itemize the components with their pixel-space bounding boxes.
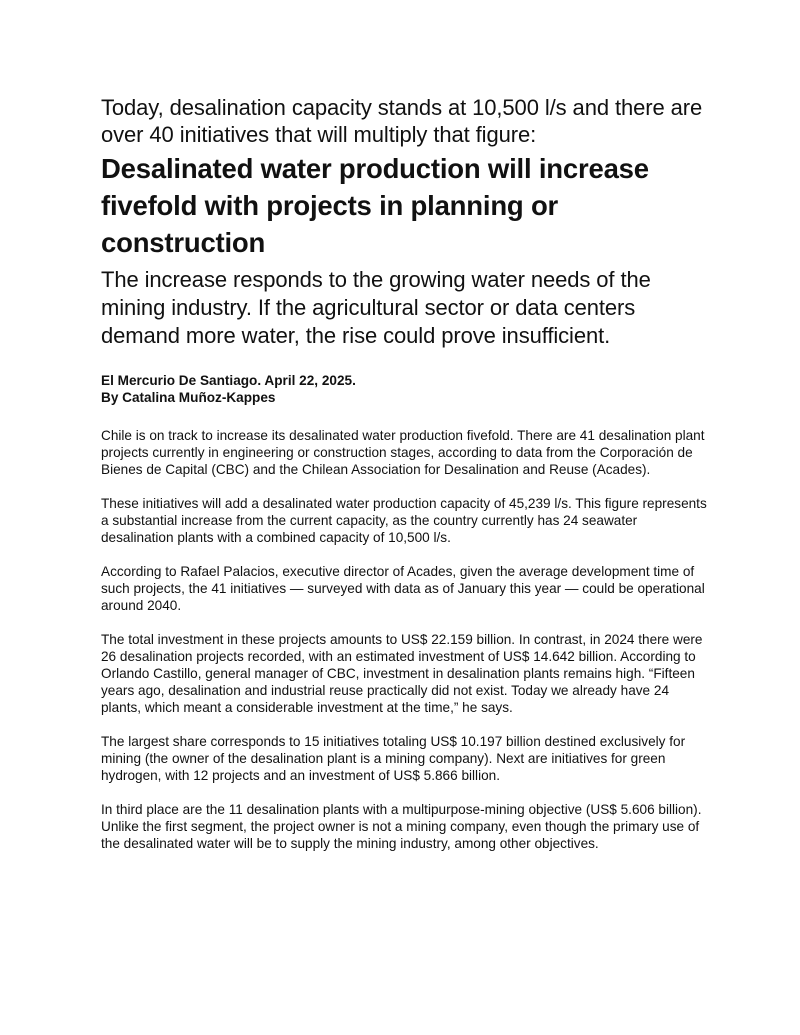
body-paragraph-1: Chile is on track to increase its desalinated water production fivefold. There are 41 desalination plant projects currently in engineering or construction stages, according to data from the Corporación de Bienes de Capital (CBC) and the Chilean Association for Desalination and Reuse (Acades).	[101, 428, 705, 477]
article-body	[101, 427, 710, 852]
source-line: El Mercurio De Santiago. April 22, 2025.	[101, 373, 356, 388]
body-paragraph-4: The total investment in these projects amounts to US$ 22.159 billion. In contrast, in 2024 there were 26 desalination projects recorded, with an estimated investment of US$ 14.642 billion. According to Orlando Castillo, general manager of CBC, investment in desalination plants remains high. “Fifteen years ago, desalination and industrial reuse practically did not exist. Today we already have 24 plants, which meant a considerable investment at the time,” he says.	[101, 632, 703, 715]
article-headline: Desalinated water production will increase fivefold with projects in planning or construction	[101, 153, 649, 258]
body-paragraph-3: According to Rafael Palacios, executive director of Acades, given the average development time of such projects, the 41 initiatives — surveyed with data as of January this year — could be operational around 2040.	[101, 564, 705, 613]
article-subheadline: The increase responds to the growing water needs of the mining industry. If the agricultural sector or data centers demand more water, the rise could prove insufficient.	[101, 267, 651, 348]
body-paragraph-5: The largest share corresponds to 15 initiatives totaling US$ 10.197 billion destined exclusively for mining (the owner of the desalination plant is a mining company). Next are initiatives for green hydrogen, with 12 projects and an investment of US$ 5.866 billion.	[101, 734, 686, 783]
article-kicker: Today, desalination capacity stands at 10,500 l/s and there are over 40 initiatives that will multiply that figure:	[101, 95, 703, 147]
body-paragraph-2: These initiatives will add a desalinated water production capacity of 45,239 l/s. This figure represents a substantial increase from the current capacity, as the country currently has 24 seawater desalination plants with a combined capacity of 10,500 l/s.	[101, 496, 707, 545]
body-paragraph-6: In third place are the 11 desalination plants with a multipurpose-mining objective (US$ 5.606 billion). Unlike the first segment, the project owner is not a mining company, even though the primary use of the desalinated water will be to supply the mining industry, among other objectives.	[101, 802, 702, 851]
author-line: By Catalina Muñoz-Kappes	[101, 390, 276, 405]
byline	[101, 372, 710, 406]
